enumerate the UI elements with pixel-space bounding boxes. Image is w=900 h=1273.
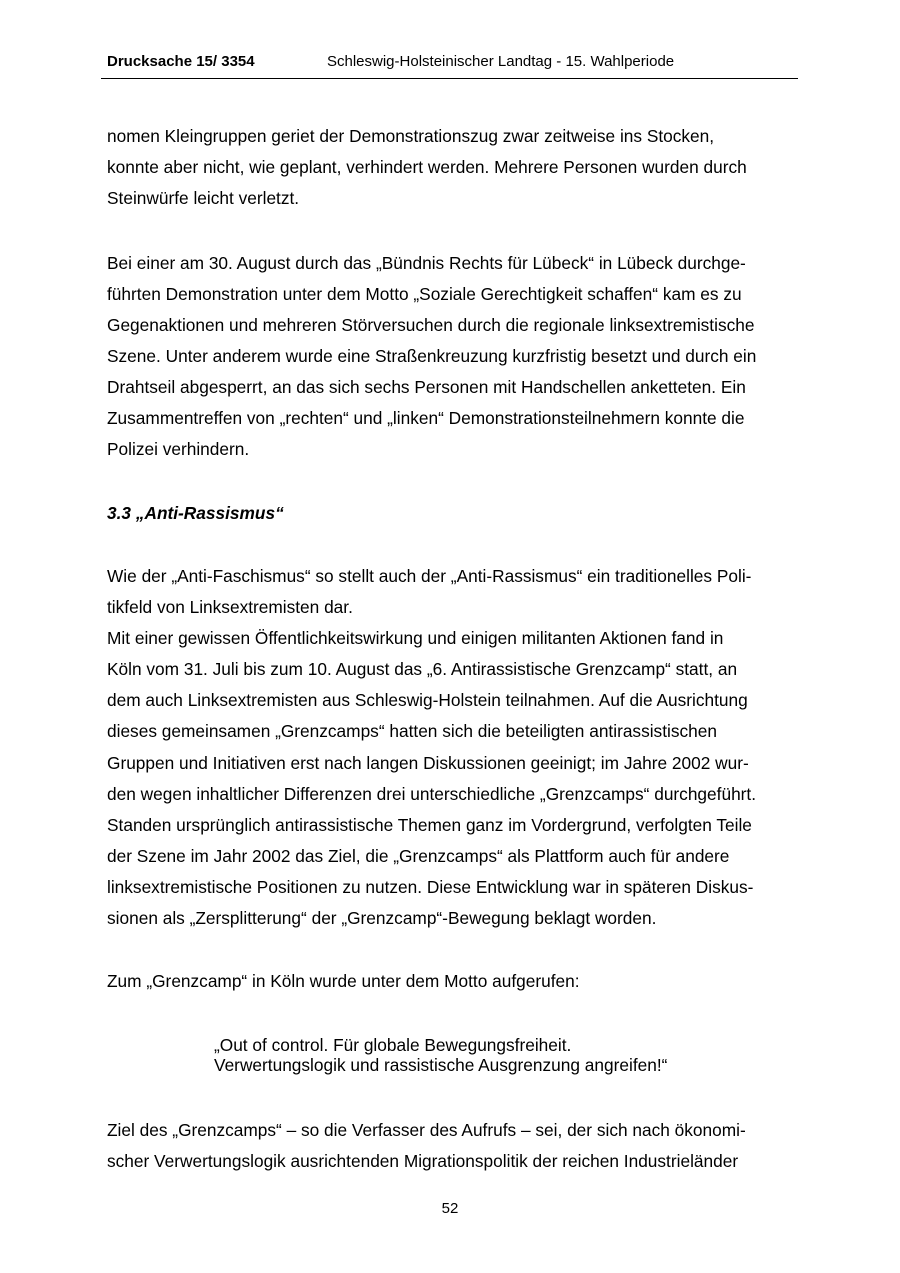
page-header <box>101 52 798 79</box>
body-line: Gegenaktionen und mehreren Störversuchen durch die regionale linksextremistische <box>107 315 755 335</box>
body-line: Steinwürfe leicht verletzt. <box>107 188 300 208</box>
body-line: Zusammentreffen von „rechten“ und „linken“ Demonstrationsteilnehmern konnte die <box>107 408 745 428</box>
section-heading: 3.3 „Anti-Rassismus“ <box>107 503 284 523</box>
body-line: Ziel des „Grenzcamps“ – so die Verfasser des Aufrufs – sei, der sich nach ökonomi- <box>107 1120 746 1140</box>
motto-quote-line: Verwertungslogik und rassistische Ausgrenzung angreifen!“ <box>214 1055 668 1075</box>
page-number: 52 <box>441 1200 459 1217</box>
body-line: Bei einer am 30. August durch das „Bündnis Rechts für Lübeck“ in Lübeck durchge- <box>107 253 746 273</box>
body-line: dem auch Linksextremisten aus Schleswig-Holstein teilnahmen. Auf die Ausrichtung <box>107 690 748 710</box>
body-line: Köln vom 31. Juli bis zum 10. August das „6. Antirassistische Grenzcamp“ statt, an <box>107 659 738 679</box>
body-line: der Szene im Jahr 2002 das Ziel, die „Grenzcamps“ als Plattform auch für andere <box>107 846 730 866</box>
body-line: Polizei verhindern. <box>107 439 250 459</box>
body-line: den wegen inhaltlicher Differenzen drei unterschiedliche „Grenzcamps“ durchgeführt. <box>107 784 757 804</box>
body-line: dieses gemeinsamen „Grenzcamps“ hatten sich die beteiligten antirassistischen <box>107 721 717 741</box>
body-line: Szene. Unter anderem wurde eine Straßenkreuzung kurzfristig besetzt und durch ein <box>107 346 757 366</box>
document-title: Schleswig-Holsteinischer Landtag - 15. Wahlperiode <box>327 53 675 70</box>
motto-quote-line: „Out of control. Für globale Bewegungsfreiheit. <box>214 1035 572 1055</box>
body-line: Drahtseil abgesperrt, an das sich sechs Personen mit Handschellen anketteten. Ein <box>107 377 746 397</box>
body-line: sionen als „Zersplitterung“ der „Grenzcamp“-Bewegung beklagt worden. <box>107 908 657 928</box>
body-line: linksextremistische Positionen zu nutzen. Diese Entwicklung war in späteren Diskus- <box>107 877 754 897</box>
body-line: Wie der „Anti-Faschismus“ so stellt auch der „Anti-Rassismus“ ein traditionelles Poli- <box>107 566 752 586</box>
body-line: führten Demonstration unter dem Motto „Soziale Gerechtigkeit schaffen“ kam es zu <box>107 284 742 304</box>
body-line: scher Verwertungslogik ausrichtenden Migrationspolitik der reichen Industrieländer <box>107 1151 739 1171</box>
body-line: nomen Kleingruppen geriet der Demonstrationszug zwar zeitweise ins Stocken, <box>107 126 715 146</box>
body-line: Zum „Grenzcamp“ in Köln wurde unter dem Motto aufgerufen: <box>107 971 580 991</box>
body-line: konnte aber nicht, wie geplant, verhindert werden. Mehrere Personen wurden durch <box>107 157 747 177</box>
body-line: Gruppen und Initiativen erst nach langen Diskussionen geeinigt; im Jahre 2002 wur- <box>107 753 749 773</box>
body-line: Mit einer gewissen Öffentlichkeitswirkung und einigen militanten Aktionen fand in <box>107 628 724 648</box>
body-line: Standen ursprünglich antirassistische Themen ganz im Vordergrund, verfolgten Teile <box>107 815 752 835</box>
document-number: Drucksache 15/ 3354 <box>107 53 255 70</box>
body-line: tikfeld von Linksextremisten dar. <box>107 597 353 617</box>
